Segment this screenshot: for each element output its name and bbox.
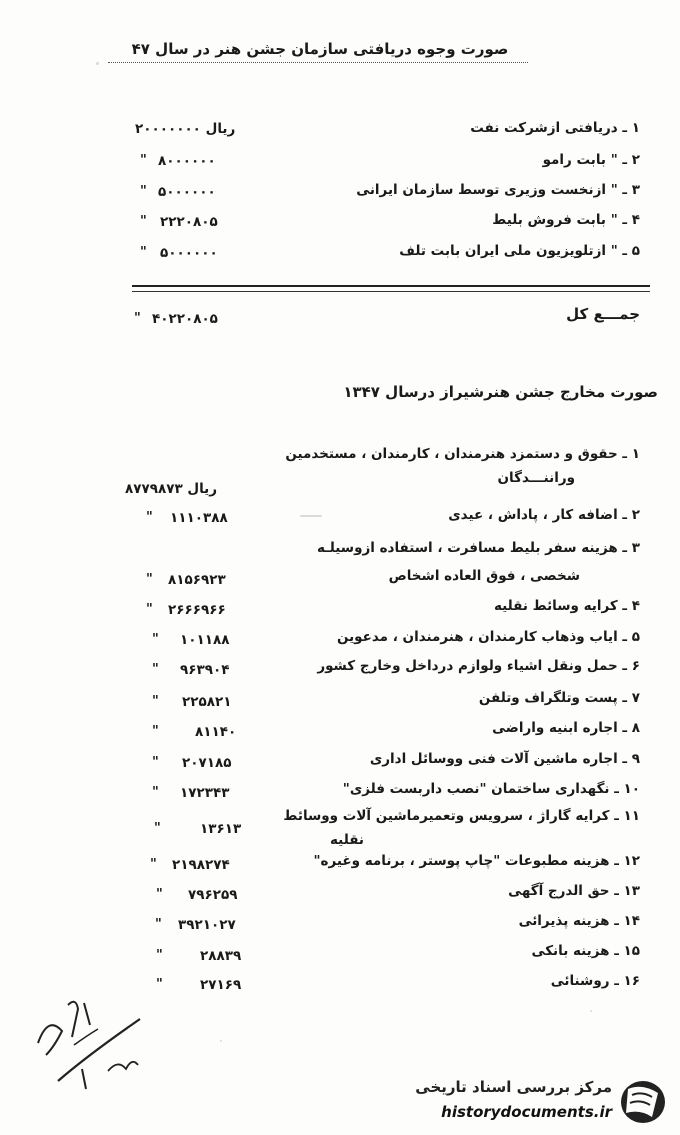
ditto-mark: " — [152, 785, 159, 800]
income-amount: ۵۰۰۰۰۰۰ — [158, 184, 216, 200]
scan-speck — [96, 62, 99, 65]
ditto-mark: " — [152, 662, 159, 677]
income-amount: ۲۲۲۰۸۰۵ — [160, 214, 218, 230]
total-rule-bottom — [132, 291, 650, 292]
expense-amount: ۲۷۱۶۹ — [200, 977, 242, 993]
footer-org-name: مرکز بررسی اسناد تاریخی — [415, 1078, 612, 1096]
expense-label-continued: شخصی ، فوق العاده اشخاص — [388, 568, 580, 584]
ditto-mark: " — [146, 572, 153, 587]
income-label: ۳ ـ " ازنخست وزیری توسط سازمان ایرانی — [356, 182, 640, 198]
income-label: ۱ ـ دریافتی ازشرکت نفت — [470, 120, 640, 136]
expense-amount: ۱۱۱۰۳۸۸ — [170, 510, 228, 526]
expense-amount: ۸۱۱۴۰ — [195, 724, 237, 740]
expense-amount: ۱۰۱۱۸۸ — [180, 632, 230, 648]
income-amount: ۸۰۰۰۰۰۰ — [158, 153, 216, 169]
income-title: صورت وجوه دریافتی سازمان جشن هنر در سال ۴۷ — [131, 40, 509, 58]
expense-amount: ۹۶۳۹۰۴ — [180, 662, 230, 678]
ditto-mark: " — [154, 821, 161, 836]
expense-label: ۶ ـ حمل ونقل اشیاء ولوازم درداخل وخارج کشور — [317, 658, 640, 674]
ditto-mark: " — [155, 917, 162, 932]
footer-watermark — [370, 1075, 670, 1130]
expense-amount: ۲۱۹۸۲۷۴ — [172, 857, 230, 873]
ditto-mark: " — [152, 694, 159, 709]
ditto-mark: " — [140, 153, 147, 168]
expense-label: ۱۶ ـ روشنائی — [550, 973, 640, 989]
scan-speck — [590, 1010, 592, 1012]
total-amount: ۴۰۲۲۰۸۰۵ — [152, 311, 218, 327]
expense-amount: ۸۷۷۹۸۷۳ ریال — [125, 481, 218, 497]
total-label: جمـــع کل — [566, 305, 640, 323]
ditto-mark: " — [152, 724, 159, 739]
expense-label: ۱۳ ـ حق الدرج آگهی — [508, 883, 640, 899]
expense-amount: ۱۷۲۳۴۳ — [180, 785, 230, 801]
ditto-mark: " — [150, 857, 157, 872]
ditto-mark: " — [156, 948, 163, 963]
ditto-mark: " — [146, 602, 153, 617]
ditto-mark: " — [152, 755, 159, 770]
ditto-mark: " — [134, 311, 141, 326]
expense-label: ۳ ـ هزینه سفر بلیط مسافرت ، استفاده ازوسیلـه — [316, 540, 640, 556]
ditto-mark: " — [156, 887, 163, 902]
expense-amount: ۳۹۲۱۰۲۷ — [178, 917, 236, 933]
income-amount: ۵۰۰۰۰۰۰ — [160, 245, 218, 261]
expense-label: ۱۴ ـ هزینه پذیرائی — [518, 913, 640, 929]
expense-label: ۱۱ ـ کرایه گاراژ ، سرویس وتعمیرماشین آلات ووسائط — [283, 808, 640, 824]
expense-amount: ۷۹۶۲۵۹ — [188, 887, 238, 903]
expense-label: ۹ ـ اجاره ماشین آلات فنی ووسائل اداری — [369, 751, 640, 767]
income-amount: ۲۰۰۰۰۰۰۰ ریال — [135, 121, 236, 137]
ditto-mark: " — [146, 510, 153, 525]
expense-label: ۸ ـ اجاره ابنیه واراضی — [492, 720, 640, 736]
title-underline — [108, 62, 528, 63]
expense-label: ۱ ـ حقوق و دستمزد هنرمندان ، کارمندان ، مستخدمین — [285, 446, 640, 462]
expense-label-continued: وراننـــدگان — [497, 470, 575, 486]
expense-amount: ۲۲۵۸۲۱ — [182, 694, 232, 710]
ditto-mark: " — [152, 632, 159, 647]
income-label: ۴ ـ " بابت فروش بلیط — [492, 212, 640, 228]
scan-speck — [220, 1040, 222, 1042]
scan-speck — [300, 515, 322, 517]
expense-label: ۷ ـ پست وتلگراف وتلفن — [478, 690, 640, 706]
expenses-title: صورت مخارج جشن هنرشیراز درسال ۱۳۴۷ — [343, 383, 658, 401]
ditto-mark: " — [140, 245, 147, 260]
expense-label: ۵ ـ ایاب وذهاب کارمندان ، هنرمندان ، مدعوین — [336, 629, 640, 645]
ditto-mark: " — [140, 184, 147, 199]
expense-label: ۱۲ ـ هزینه مطبوعات "چاپ پوستر ، برنامه وغیره" — [313, 853, 640, 869]
expense-amount: ۱۳۶۱۳ — [200, 821, 242, 837]
expense-amount: ۲۰۷۱۸۵ — [182, 755, 232, 771]
income-label: ۵ ـ " ازتلویزیون ملی ایران بابت تلف — [399, 243, 640, 259]
expense-label: ۱۰ ـ نگهداری ساختمان "نصب داربست فلزی" — [342, 781, 640, 797]
ditto-mark: " — [140, 214, 147, 229]
total-rule-top — [132, 285, 650, 287]
footer-url: historydocuments.ir — [441, 1103, 612, 1121]
expense-label: ۴ ـ کرایه وسائط نقلیه — [493, 598, 640, 614]
expense-label-continued: نقلیه — [330, 832, 364, 848]
archive-logo-icon — [618, 1079, 668, 1125]
expense-amount: ۲۶۶۶۹۶۶ — [168, 602, 226, 618]
expense-amount: ۲۸۸۳۹ — [200, 948, 242, 964]
expense-label: ۲ ـ اضافه کار ، پاداش ، عیدی — [448, 507, 640, 523]
handwritten-annotation — [28, 985, 158, 1095]
expense-label: ۱۵ ـ هزینه بانکی — [531, 943, 640, 959]
expense-amount: ۸۱۵۶۹۲۳ — [168, 572, 226, 588]
ditto-mark: " — [156, 977, 163, 992]
income-label: ۲ ـ " بابت رامو — [542, 152, 640, 168]
